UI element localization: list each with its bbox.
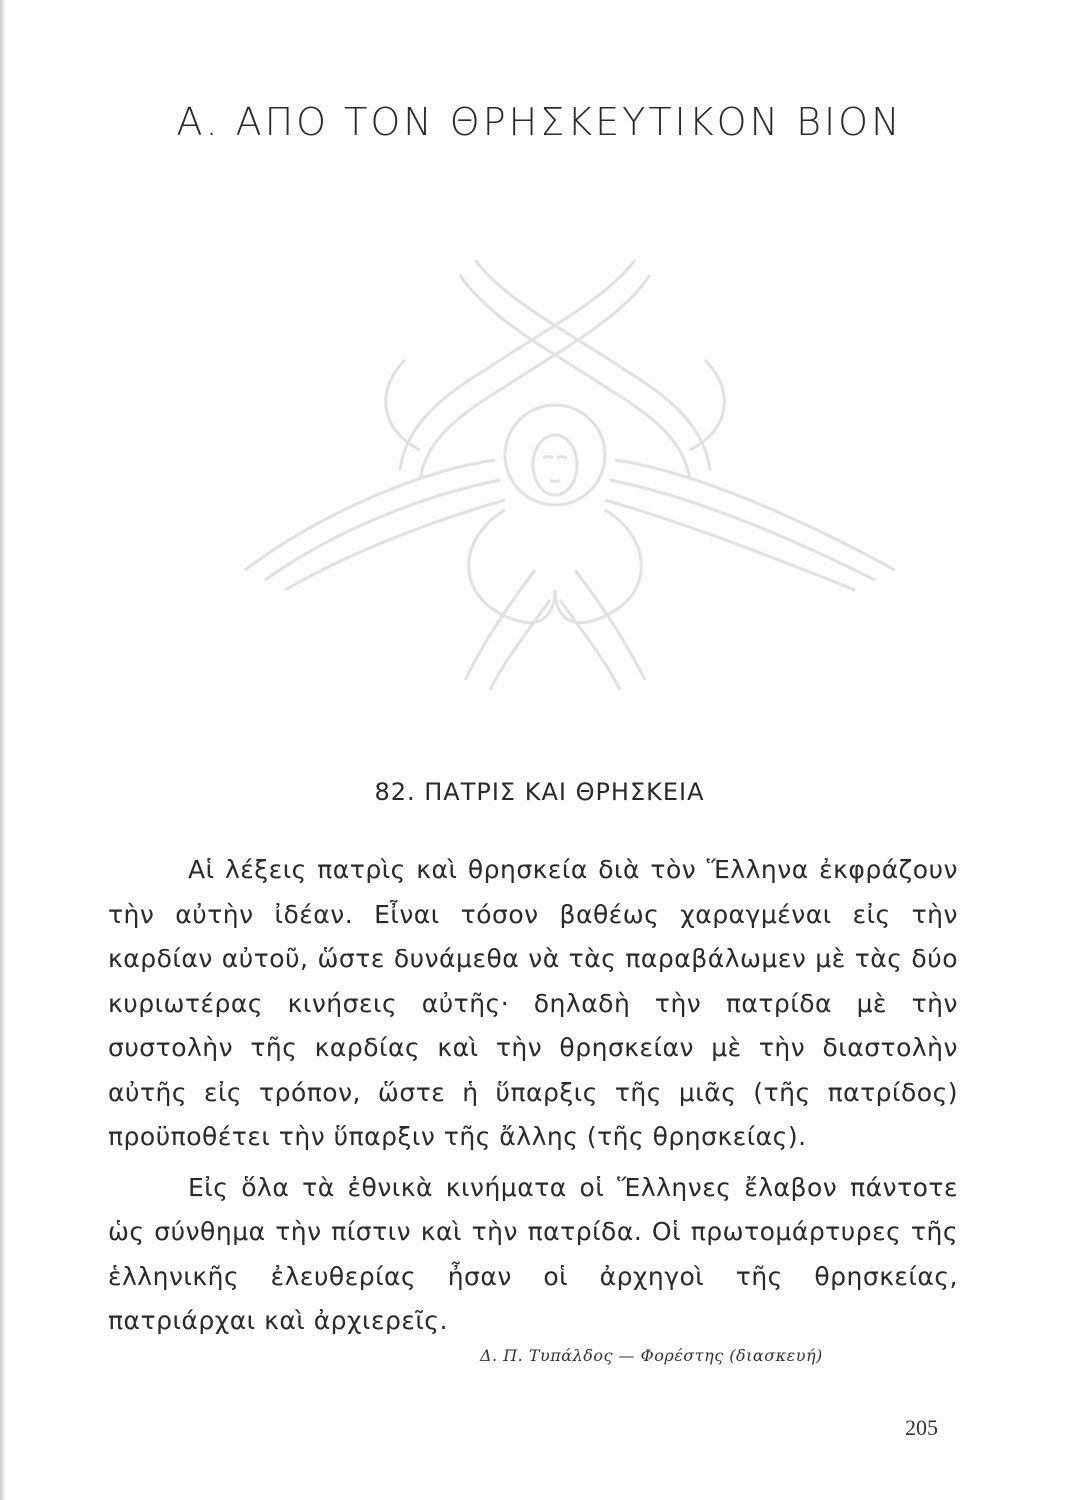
attribution: Δ. Π. Τυπάλδος — Φορέστης (διασκευή) bbox=[480, 1346, 823, 1365]
page-number: 205 bbox=[905, 1415, 938, 1440]
seraph-icon bbox=[205, 240, 905, 690]
paragraph: Αἱ λέξεις πατρὶς καὶ θρησκεία διὰ τὸν Ἕλληνα ἐκφράζουν τὴν αὐτὴν ἰδέαν. Εἶναι τόσον βαθέως χαραγμέναι εἰς τὴν καρδίαν αὐτοῦ, ὥστε δυνάμεθα νὰ τὰς παραβάλωμεν μὲ τὰς δύο κυριωτέρας κινήσεις αὐτῆς· δηλαδὴ τὴν πατρίδα μὲ τὴν συστολὴν τῆς καρδίας καὶ τὴν θρησκείαν μὲ τὴν διαστολὴν αὐτῆς εἰς τρόπον, ὥστε ἡ ὕπαρξις τῆς μιᾶς (τῆς πατρίδος) προϋποθέτει τὴν ὕπαρξιν τῆς ἄλλης (τῆς θρησκείας). bbox=[108, 855, 958, 1151]
section-heading: Α. ΑΠΟ ΤΟΝ ΘΡΗΣΚΕΥΤΙΚΟΝ ΒΙΟΝ bbox=[176, 100, 903, 144]
paragraph: Εἰς ὅλα τὰ ἐθνικὰ κινήματα οἱ Ἕλληνες ἔλαβον πάντοτε ὡς σύνθημα τὴν πίστιν καὶ τὴν πατρίδα. Οἱ πρωτομάρτυρες τῆς ἑλληνικῆς ἐλευθερίας ἦσαν οἱ ἀρχηγοὶ τῆς θρησκείας, πατριάρχαι καὶ ἀρχιερεῖς. bbox=[108, 1172, 958, 1335]
body-text bbox=[108, 848, 958, 1350]
page-edge-shadow bbox=[0, 0, 6, 1500]
chapter-title: 82. ΠΑΤΡΙΣ ΚΑΙ ΘΡΗΣΚΕΙΑ bbox=[374, 778, 705, 806]
